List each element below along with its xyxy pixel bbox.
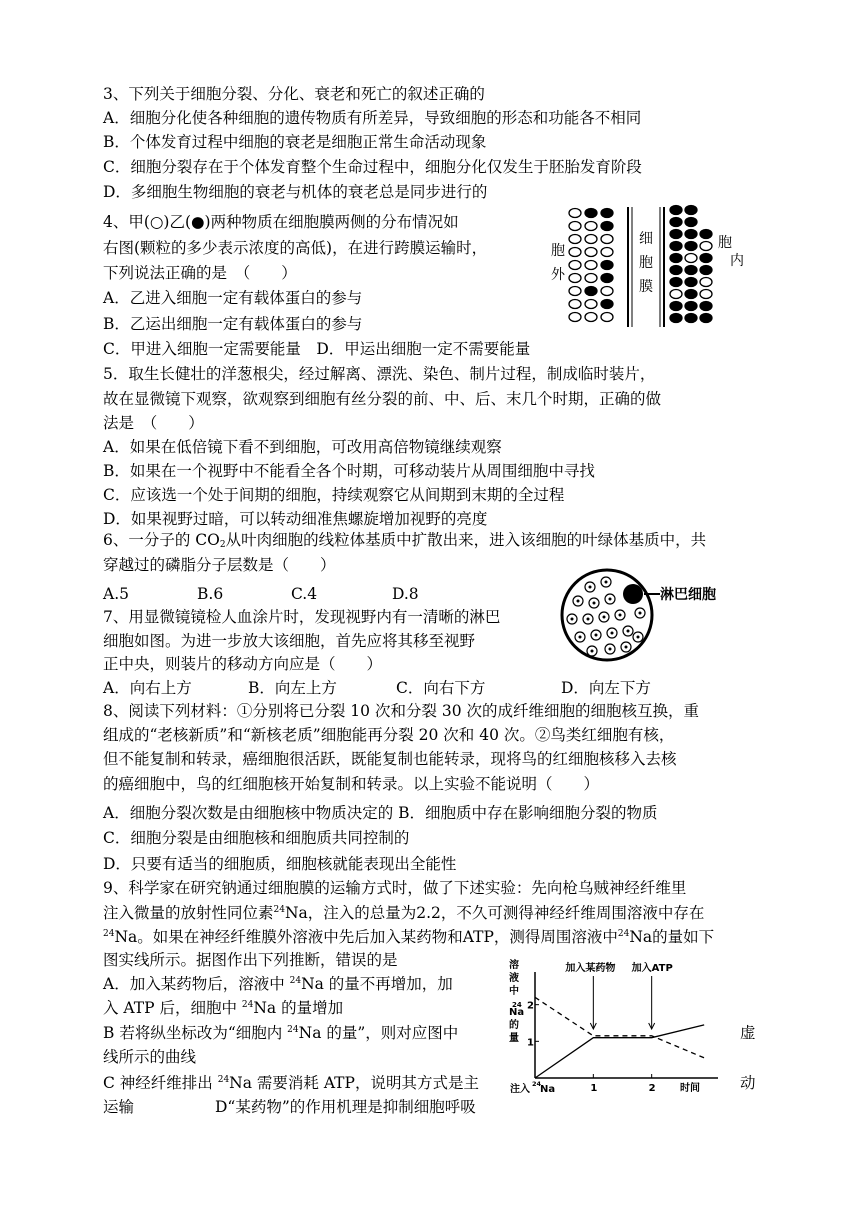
particle-yi-inside bbox=[670, 254, 682, 263]
q9-a1a: A．加入某药物后，溶液中 bbox=[103, 975, 290, 993]
particle-yi-inside bbox=[700, 266, 712, 275]
q6-option-a: A.5 bbox=[103, 585, 129, 603]
sodium-chart bbox=[505, 958, 730, 1093]
q6-co2-subscript: 2 bbox=[219, 540, 226, 550]
q3-option-c: C．细胞分裂存在于个体发育整个生命过程中，细胞分化仅发生于胚胎发育阶段 bbox=[103, 158, 642, 176]
x-axis-label: 时间 bbox=[680, 1083, 700, 1093]
q9-stem-3b: Na。如果在神经纤维膜外溶液中先后加入某药物和ATP，测得周围溶液中 bbox=[114, 928, 618, 946]
red-blood-cell-center bbox=[605, 581, 608, 584]
particle-jia-outside bbox=[569, 300, 581, 309]
q6-stem-1 bbox=[103, 528, 706, 552]
q9-stem-2 bbox=[103, 901, 704, 925]
y-axis-label-char: 溶 bbox=[509, 960, 519, 971]
particle-yi-inside bbox=[685, 290, 697, 299]
q9-option-c-line1 bbox=[103, 1071, 479, 1095]
q9-option-b-line1-end: 虚 bbox=[740, 1024, 756, 1042]
q9-b1b: Na 的量”，则对应图中 bbox=[298, 1024, 459, 1042]
q5-option-b: B．如果在一个视野中不能看全各个时期，可移动装片从周围细胞中寻找 bbox=[103, 462, 595, 480]
q5-stem-3: 法是 （ ） bbox=[103, 414, 204, 432]
particle-jia-outside bbox=[569, 235, 581, 244]
q8-option-d: D．只要有适当的细胞质，细胞核就能表现出全能性 bbox=[103, 855, 457, 873]
particle-jia-outside bbox=[569, 222, 581, 231]
particle-yi-inside bbox=[700, 314, 712, 323]
isotope-superscript: 24 bbox=[103, 929, 115, 939]
membrane-distribution-figure bbox=[548, 203, 748, 328]
particle-yi-inside bbox=[670, 266, 682, 275]
particle-jia-outside bbox=[569, 313, 581, 322]
q9-option-a-line1 bbox=[103, 972, 453, 996]
particle-yi-inside bbox=[685, 242, 697, 251]
particle-yi-inside bbox=[685, 302, 697, 311]
particle-yi-inside bbox=[670, 314, 682, 323]
red-blood-cell-center bbox=[577, 600, 580, 603]
isotope-superscript: 24 bbox=[241, 1000, 254, 1010]
particle-jia-outside bbox=[585, 261, 597, 270]
membrane-label-1: 细 bbox=[639, 231, 653, 247]
particle-yi-inside bbox=[670, 302, 682, 311]
particle-jia-outside bbox=[585, 235, 597, 244]
particle-yi-outside bbox=[601, 261, 613, 270]
origin-label: 注入 bbox=[510, 1084, 530, 1093]
particle-yi-inside bbox=[685, 314, 697, 323]
particle-jia-outside bbox=[585, 274, 597, 283]
q7-option-a: A．向右上方 bbox=[103, 679, 192, 697]
q9-a2b: Na 的量增加 bbox=[253, 999, 344, 1017]
q6-option-b: B.6 bbox=[197, 585, 224, 603]
q6-stem-1b: 从叶肉细胞的线粒体基质中扩散出来，进入该细胞的叶绿体基质中，共 bbox=[225, 531, 707, 549]
q9-stem-4: 图实线所示。据图作出下列推断，错误的是 bbox=[103, 951, 398, 969]
particle-jia-outside bbox=[569, 274, 581, 283]
particle-jia-outside bbox=[585, 300, 597, 309]
particle-yi-inside bbox=[700, 230, 712, 239]
particle-jia-outside bbox=[601, 248, 613, 257]
y-axis-label-char: 量 bbox=[509, 1033, 519, 1044]
origin-element: Na bbox=[540, 1084, 556, 1093]
red-blood-cell-center bbox=[603, 616, 606, 619]
y-axis-label-char: 中 bbox=[509, 986, 519, 997]
particle-jia-outside bbox=[569, 261, 581, 270]
particle-jia-outside bbox=[601, 235, 613, 244]
particle-jia-inside bbox=[700, 278, 712, 287]
q7-stem-2: 细胞如图。为进一步放大该细胞，首先应将其移至视野 bbox=[103, 632, 476, 650]
inside-label-2: 内 bbox=[730, 253, 744, 269]
y-axis-label-char: Na bbox=[509, 1007, 525, 1018]
q9-b1a: B 若将纵坐标改为“细胞内 bbox=[103, 1024, 288, 1042]
membrane-label-2: 胞 bbox=[639, 255, 653, 271]
red-blood-cell-center bbox=[637, 636, 640, 639]
particle-yi-inside bbox=[700, 302, 712, 311]
red-blood-cell-center bbox=[625, 646, 628, 649]
q9-a1b: Na 的量不再增加，加 bbox=[301, 975, 453, 993]
q9-option-c-line1-end: 动 bbox=[740, 1074, 756, 1092]
y-tick-label: 1 bbox=[527, 1037, 534, 1049]
particle-jia-outside bbox=[569, 248, 581, 257]
particle-yi-outside bbox=[601, 222, 613, 231]
microscope-field-figure bbox=[560, 567, 750, 663]
q5-option-a: A．如果在低倍镜下看不到细胞，可改用高倍物镜继续观察 bbox=[103, 438, 502, 456]
q9-option-a-line2 bbox=[103, 996, 343, 1020]
red-blood-cell-center bbox=[627, 630, 630, 633]
q7-option-c: C．向右下方 bbox=[396, 679, 486, 697]
q7-stem-1: 7、用显微镜镜检人血涂片时，发现视野内有一清晰的淋巴 bbox=[103, 608, 501, 626]
origin-isotope: 24 bbox=[532, 1080, 542, 1088]
red-blood-cell-center bbox=[609, 648, 612, 651]
isotope-superscript: 24 bbox=[217, 1075, 230, 1085]
particle-yi-inside bbox=[670, 242, 682, 251]
lymphocyte-label: 淋巴细胞 bbox=[660, 587, 716, 603]
particle-jia-outside bbox=[585, 313, 597, 322]
isotope-superscript: 24 bbox=[289, 976, 302, 986]
particle-jia-inside bbox=[685, 254, 697, 263]
q9-stem-3c: Na的量如下 bbox=[629, 928, 715, 946]
series-solid-line bbox=[535, 1025, 704, 1078]
q7-option-b: B．向左上方 bbox=[248, 679, 337, 697]
q9-c1a: C 神经纤维排出 bbox=[103, 1074, 218, 1092]
q8-option-c: C．细胞分裂是由细胞核和细胞质共同控制的 bbox=[103, 829, 410, 847]
q8-stem-1: 8、阅读下列材料：①分别将已分裂 10 次和分裂 30 次的成纤维细胞的细胞核互换，重 bbox=[103, 702, 700, 720]
isotope-superscript: 24 bbox=[617, 929, 630, 939]
particle-yi-inside bbox=[685, 206, 697, 215]
red-blood-cell-center bbox=[595, 634, 598, 637]
outside-particles bbox=[569, 209, 613, 322]
particle-yi-inside bbox=[670, 278, 682, 287]
membrane-label-3: 膜 bbox=[639, 279, 653, 295]
q6-stem-2: 穿越过的磷脂分子层数是（ ） bbox=[103, 556, 336, 574]
q9-option-b-line2: 线所示的曲线 bbox=[103, 1048, 197, 1066]
isotope-superscript: 24 bbox=[287, 1025, 299, 1035]
q4-option-b: B．乙运出细胞一定有载体蛋白的参与 bbox=[103, 315, 363, 333]
particle-jia-outside bbox=[569, 209, 581, 218]
outside-label-1: 胞 bbox=[551, 243, 565, 259]
red-blood-cell-center bbox=[579, 636, 582, 639]
particle-yi-outside bbox=[601, 274, 613, 283]
q6-option-d: D.8 bbox=[392, 585, 419, 603]
y-axis-label-char: 24 bbox=[512, 1001, 522, 1009]
q9-option-c-line2: 运输 bbox=[103, 1098, 135, 1116]
particle-yi-inside bbox=[670, 206, 682, 215]
inside-particles bbox=[670, 206, 712, 323]
q3-option-b: B．个体发育过程中细胞的衰老是细胞正常生命活动现象 bbox=[103, 133, 487, 151]
particle-jia-outside bbox=[585, 222, 597, 231]
red-blood-cell-center bbox=[609, 598, 612, 601]
q9-stem-2a: 注入微量的放射性同位素 bbox=[103, 904, 274, 922]
red-blood-cell-center bbox=[587, 618, 590, 621]
particle-yi-inside bbox=[685, 218, 697, 227]
q9-option-b-line1 bbox=[103, 1021, 458, 1045]
q5-option-d: D．如果视野过暗，可以转动细准焦螺旋增加视野的亮度 bbox=[103, 510, 488, 528]
q4-stem-2: 右图(颗粒的多少表示浓度的高低)，在进行跨膜运输时， bbox=[103, 239, 488, 257]
y-axis-label-char: 液 bbox=[509, 973, 519, 984]
particle-yi-inside bbox=[670, 230, 682, 239]
outside-label-2: 外 bbox=[551, 267, 565, 283]
x-tick-label: 2 bbox=[648, 1083, 656, 1093]
particle-yi-inside bbox=[685, 266, 697, 275]
q4-option-cd: C．甲进入细胞一定需要能量 D．甲运出细胞一定不需要能量 bbox=[103, 340, 531, 358]
particle-jia-outside bbox=[569, 287, 581, 296]
lymphocyte bbox=[623, 584, 643, 604]
annotation-drug: 加入某药物 bbox=[565, 963, 616, 974]
particle-jia-outside bbox=[585, 248, 597, 257]
q8-option-ab: A．细胞分裂次数是由细胞核中物质决定的 B．细胞质中存在影响细胞分裂的物质 bbox=[103, 804, 658, 822]
q6-option-c: C.4 bbox=[291, 585, 318, 603]
series-dashed-line bbox=[535, 997, 704, 1058]
particle-yi-outside bbox=[585, 209, 597, 218]
particle-jia-inside bbox=[670, 290, 682, 299]
annotation-atp: 加入ATP bbox=[631, 963, 673, 974]
q5-stem-2: 故在显微镜下观察，欲观察到细胞有丝分裂的前、中、后、末几个时期，正确的做 bbox=[103, 390, 662, 408]
red-blood-cell-center bbox=[639, 612, 642, 615]
particle-yi-inside bbox=[685, 230, 697, 239]
particle-yi-outside bbox=[601, 300, 613, 309]
q5-stem-1: 5．取生长健壮的洋葱根尖，经过解离、漂洗、染色、制片过程，制成临时装片， bbox=[103, 365, 656, 383]
q7-option-d: D．向左下方 bbox=[561, 679, 651, 697]
particle-jia-outside bbox=[601, 287, 613, 296]
inside-label-1: 胞 bbox=[718, 235, 732, 251]
red-blood-cell-center bbox=[589, 586, 592, 589]
isotope-superscript: 24 bbox=[273, 905, 285, 915]
q9-a2a: 入 ATP 后，细胞中 bbox=[103, 999, 242, 1017]
red-blood-cell-center bbox=[593, 602, 596, 605]
particle-yi-outside bbox=[585, 287, 597, 296]
q8-stem-2: 组成的“老核新质”和“新核老质”细胞能再分裂 20 次和 40 次。②鸟类红细胞有核， bbox=[103, 726, 675, 744]
q5-option-c: C．应该选一个处于间期的细胞，持续观察它从间期到末期的全过程 bbox=[103, 486, 565, 504]
x-tick-label: 1 bbox=[590, 1083, 598, 1093]
particle-yi-inside bbox=[685, 278, 697, 287]
red-blood-cell-center bbox=[571, 618, 574, 621]
y-axis-label-char: 的 bbox=[509, 1020, 519, 1031]
q3-option-a: A．细胞分化使各种细胞的遗传物质有所差异，导致细胞的形态和功能各不相同 bbox=[103, 109, 642, 127]
particle-jia-inside bbox=[700, 290, 712, 299]
red-blood-cell-center bbox=[619, 614, 622, 617]
y-tick-label: 2 bbox=[527, 1000, 534, 1012]
q8-stem-4: 的癌细胞中，鸟的红细胞核开始复制和转录。以上实验不能说明（ ） bbox=[103, 775, 600, 793]
q9-stem-3 bbox=[103, 925, 714, 949]
q4-stem-1: 4、甲(○)乙(●)两种物质在细胞膜两侧的分布情况如 bbox=[103, 213, 459, 231]
q6-stem-1a: 6、一分子的 CO bbox=[103, 531, 220, 549]
q3-stem: 3、下列关于细胞分裂、分化、衰老和死亡的叙述正确的 bbox=[103, 85, 485, 103]
q9-stem-1: 9、科学家在研究钠通过细胞膜的运输方式时，做了下述实验：先向枪乌贼神经纤维里 bbox=[103, 879, 687, 897]
q4-stem-3: 下列说法正确的是 （ ） bbox=[103, 264, 297, 282]
particle-jia-inside bbox=[700, 242, 712, 251]
particle-yi-inside bbox=[700, 254, 712, 263]
q9-option-d: D“某药物”的作用机理是抑制细胞呼吸 bbox=[215, 1098, 476, 1116]
particle-yi-outside bbox=[601, 209, 613, 218]
red-blood-cell-center bbox=[591, 650, 594, 653]
particle-yi-inside bbox=[670, 218, 682, 227]
q9-stem-2b: Na，注入的总量为2.2，不久可测得神经纤维周围溶液中存在 bbox=[284, 904, 705, 922]
particle-jia-outside bbox=[601, 313, 613, 322]
q3-option-d: D．多细胞生物细胞的衰老与机体的衰老总是同步进行的 bbox=[103, 183, 488, 201]
q4-option-a: A．乙进入细胞一定有载体蛋白的参与 bbox=[103, 289, 363, 307]
q7-stem-3: 正中央，则装片的移动方向应是（ ） bbox=[103, 655, 383, 673]
q9-c1b: Na 需要消耗 ATP，说明其方式是主 bbox=[229, 1074, 479, 1092]
q8-stem-3: 但不能复制和转录，癌细胞很活跃，既能复制也能转录，现将鸟的红细胞核移入去核 bbox=[103, 750, 677, 768]
red-blood-cell-center bbox=[611, 632, 614, 635]
